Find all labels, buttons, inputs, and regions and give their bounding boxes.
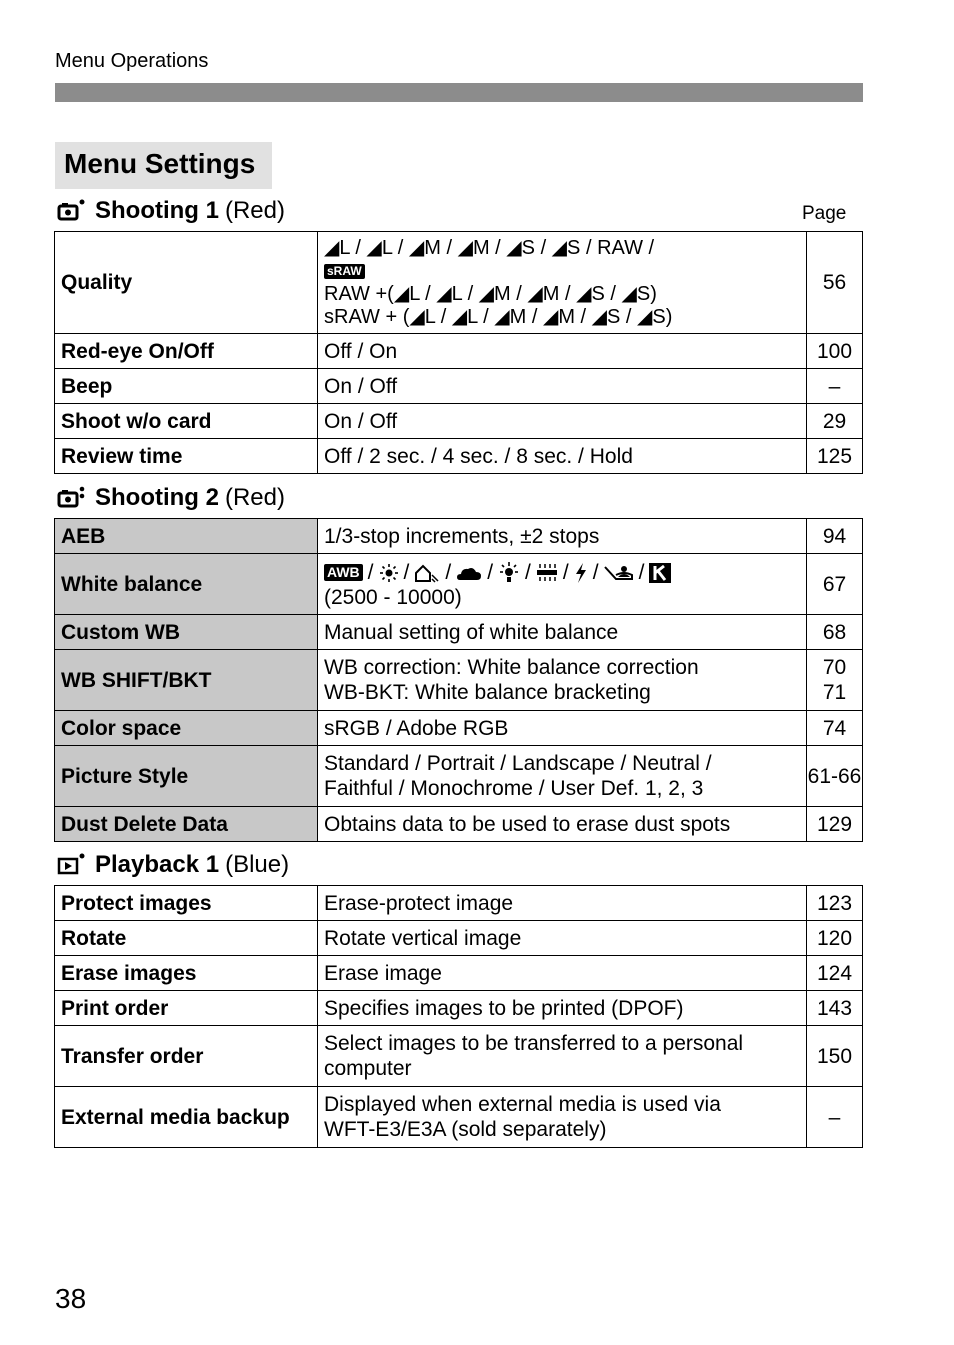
playback1-table: [54, 885, 863, 1148]
table-row: [55, 991, 863, 1026]
playback1-title: Playback 1: [95, 851, 220, 878]
row-page: –: [807, 1087, 863, 1148]
row-name: Picture Style: [55, 746, 318, 807]
quality-page: 56: [807, 232, 863, 334]
quality-line1: ◢L / ◢L / ◢M / ◢M / ◢S / ◢S / RAW /: [324, 236, 655, 259]
row-name: Erase images: [55, 956, 318, 991]
row-name: Protect images: [55, 886, 318, 921]
shooting1-color: (Red): [224, 197, 285, 224]
table-row: [55, 554, 863, 615]
row-name: Review time: [55, 439, 318, 474]
cloudy-icon: [456, 563, 482, 583]
row-page: 125: [807, 439, 863, 474]
page-number: 38: [55, 1283, 87, 1314]
row-value: Erase image: [318, 956, 807, 991]
row-page: 94: [807, 519, 863, 554]
row-page: 68: [807, 615, 863, 650]
row-name: Beep: [55, 369, 318, 404]
table-row: [55, 334, 863, 369]
page-column-label: Page: [802, 203, 847, 224]
row-value: Standard / Portrait / Landscape / Neutral / Faithful / Monochrome / User Def. 1, 2, 3: [318, 746, 807, 807]
table-row: [55, 615, 863, 650]
awb-icon: AWB: [324, 564, 363, 581]
row-name: Print order: [55, 991, 318, 1026]
row-value: Off / On: [318, 334, 807, 369]
shooting1-title: Shooting 1: [95, 197, 219, 224]
row-page: 124: [807, 956, 863, 991]
header-bar: [55, 83, 863, 102]
row-value: sRGB / Adobe RGB: [318, 711, 807, 746]
row-value: 1/3-stop increments, ±2 stops: [318, 519, 807, 554]
row-name: AEB: [55, 519, 318, 554]
row-value: Obtains data to be used to erase dust spots: [318, 807, 807, 842]
table-row: [55, 711, 863, 746]
row-page: 61-66: [807, 746, 863, 807]
wb-options: AWB / / / / / / / / (2500 - 10000): [318, 554, 807, 615]
table-row: [55, 404, 863, 439]
shooting1-heading: [57, 197, 285, 225]
row-page: 123: [807, 886, 863, 921]
table-row: [55, 519, 863, 554]
row-name: Red-eye On/Off: [55, 334, 318, 369]
table-row: [55, 746, 863, 807]
table-row: [55, 921, 863, 956]
row-value: Off / 2 sec. / 4 sec. / 8 sec. / Hold: [318, 439, 807, 474]
row-page: –: [807, 369, 863, 404]
row-name: Color space: [55, 711, 318, 746]
table-row: [55, 650, 863, 711]
playback1-color: (Blue): [225, 851, 290, 878]
row-name: External media backup: [55, 1087, 318, 1148]
row-value: Displayed when external media is used via WFT-E3/E3A (sold separately): [318, 1087, 807, 1148]
page-title: Menu Settings: [55, 142, 272, 189]
row-value: Erase-protect image: [318, 886, 807, 921]
sraw-badge: sRAW: [324, 264, 365, 279]
row-name: Shoot w/o card: [55, 404, 318, 439]
table-row: [55, 232, 863, 334]
table-row: [55, 1026, 863, 1087]
quality-line4: sRAW + (◢L / ◢L / ◢M / ◢M / ◢S / ◢S): [324, 305, 673, 328]
shooting1-table: [54, 231, 863, 474]
camera-icon: [57, 484, 87, 512]
running-head: Menu Operations: [55, 50, 209, 72]
row-page: 129: [807, 807, 863, 842]
table-row: [55, 807, 863, 842]
shooting2-title: Shooting 2: [95, 484, 219, 511]
quality-label: Quality: [55, 232, 318, 334]
tungsten-icon: [498, 562, 520, 584]
row-name: WB SHIFT/BKT: [55, 650, 318, 711]
shooting2-table: [54, 518, 863, 842]
row-page: 120: [807, 921, 863, 956]
playback-icon: [57, 851, 87, 879]
table-row: [55, 886, 863, 921]
table-row: [55, 956, 863, 991]
row-page: 29: [807, 404, 863, 439]
row-name: White balance: [55, 554, 318, 615]
wb-range: (2500 - 10000): [324, 586, 462, 609]
flash-icon: [574, 562, 588, 584]
row-value: Rotate vertical image: [318, 921, 807, 956]
custom-wb-icon: [604, 563, 634, 583]
table-row: [55, 1087, 863, 1148]
row-value: Manual setting of white balance: [318, 615, 807, 650]
row-value: On / Off: [318, 404, 807, 439]
row-page: 100: [807, 334, 863, 369]
row-page: 70 71: [807, 650, 863, 711]
row-name: Transfer order: [55, 1026, 318, 1087]
row-value: Select images to be transferred to a personal computer: [318, 1026, 807, 1087]
quality-options: [318, 232, 807, 334]
shade-icon: [414, 563, 440, 583]
color-temp-icon: [649, 563, 671, 583]
row-name: Dust Delete Data: [55, 807, 318, 842]
quality-line3: RAW +(◢L / ◢L / ◢M / ◢M / ◢S / ◢S): [324, 282, 657, 305]
row-name: Custom WB: [55, 615, 318, 650]
playback1-heading: [57, 851, 289, 879]
row-name: Rotate: [55, 921, 318, 956]
shooting2-heading: [57, 484, 285, 512]
row-page: 74: [807, 711, 863, 746]
camera-icon: [57, 197, 87, 225]
table-row: [55, 439, 863, 474]
table-row: [55, 369, 863, 404]
row-value: WB correction: White balance correction WB-BKT: White balance bracketing: [318, 650, 807, 711]
shooting2-color: (Red): [224, 484, 285, 511]
daylight-icon: [379, 563, 399, 583]
row-page: 67: [807, 554, 863, 615]
row-value: Specifies images to be printed (DPOF): [318, 991, 807, 1026]
fluorescent-icon: [536, 563, 558, 583]
row-page: 143: [807, 991, 863, 1026]
row-page: 150: [807, 1026, 863, 1087]
row-value: On / Off: [318, 369, 807, 404]
